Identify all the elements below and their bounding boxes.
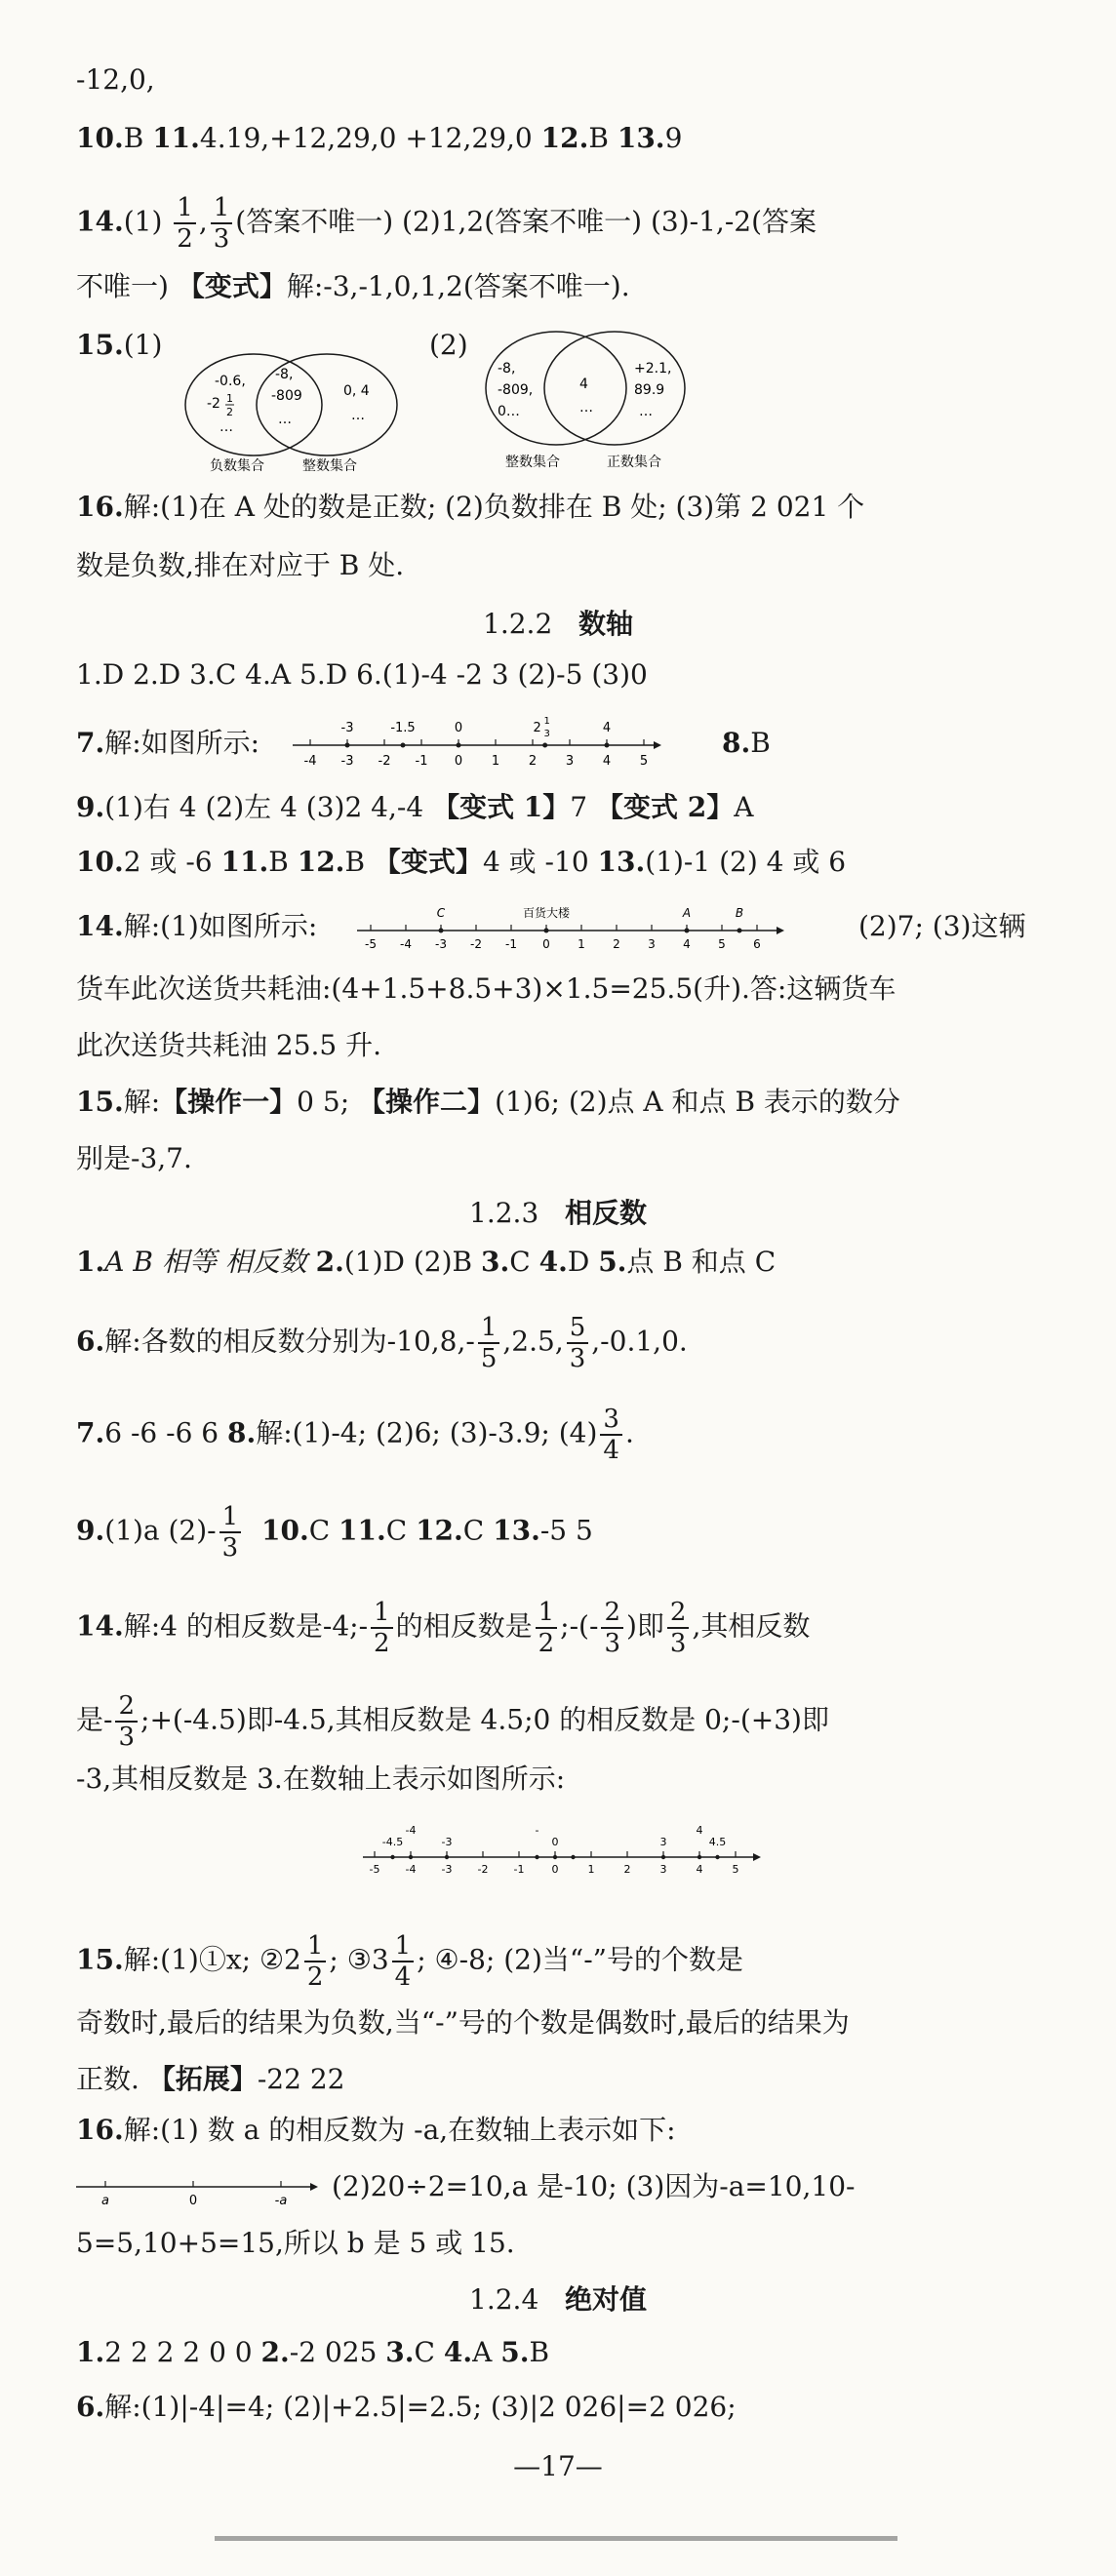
axis-tick-label: 0 — [454, 754, 463, 769]
answer-line: (2) — [429, 329, 468, 361]
answer-line: -3,其相反数是 3.在数轴上表示如图所示: — [76, 1763, 566, 1795]
axis-point-label: A — [682, 906, 692, 920]
venn-item: -8, — [275, 367, 294, 382]
axis-tick-label: -3 — [435, 937, 447, 951]
answer-line: 14.解:4 的相反数是-4;- $\frac{1}{2}$ 的相反数是 $\frac{1}{2}$ ;-(- $\frac{2}{3}$ )即 $\frac{2}{3}$ ,其相反数 — [76, 1598, 811, 1658]
answer-line: 奇数时,最后的结果为负数,当“-”号的个数是偶数时,最后的结果为 — [76, 2006, 850, 2039]
axis-point — [401, 743, 406, 748]
fraction: $\frac{5}{3}$ — [567, 1313, 589, 1373]
axis-tick-label: 2 — [623, 1863, 631, 1876]
venn-item: -809, — [498, 382, 534, 398]
axis-point-label: 3 — [543, 729, 550, 739]
axis-point — [661, 1855, 665, 1859]
axis-tick-label: 5 — [732, 1863, 739, 1876]
axis-point-label: -4 — [405, 1824, 417, 1837]
axis-point — [553, 1855, 557, 1859]
answer-line: 16.解:(1) 数 a 的相反数为 -a,在数轴上表示如下: — [76, 2114, 676, 2146]
answer-line: 16.解:(1)在 A 处的数是正数; (2)负数排在 B 处; (3)第 2 021 个 — [76, 491, 865, 523]
fraction: $\frac{2}{3}$ — [601, 1598, 623, 1658]
axis-tick-label: 0 — [188, 2194, 198, 2208]
venn-item: … — [351, 408, 365, 423]
axis-tick-label: -4 — [400, 937, 412, 951]
venn-item: 2 — [226, 406, 233, 418]
fraction: $\frac{3}{4}$ — [600, 1405, 622, 1465]
section-heading: 1.2.4 绝对值 — [469, 2283, 647, 2316]
fraction: $\frac{1}{3}$ — [219, 1502, 242, 1563]
axis-point — [737, 929, 742, 933]
axis-point-label: 2 — [533, 721, 541, 735]
answer-line: 不唯一) 【变式】解:-3,-1,0,1,2(答案不唯一). — [76, 270, 630, 302]
fraction: $\frac{1}{4}$ — [392, 1931, 415, 1992]
venn-item: 89.9 — [634, 382, 665, 398]
axis-point — [571, 1855, 575, 1859]
axis-tick-label: 5 — [718, 937, 726, 951]
answer-line: 6.解:各数的相反数分别为-10,8,- $\frac{1}{5}$ ,2.5, $\frac{5}{3}$ ,-0.1,0. — [76, 1313, 688, 1373]
fraction: $\frac{1}{2}$ — [536, 1598, 558, 1658]
axis-point — [439, 929, 444, 933]
answer-line: 9.(1)a (2)- $\frac{1}{3}$ 10.C 11.C 12.C 13.-5 5 — [76, 1502, 593, 1563]
answer-line: (2)7; (3)这辆 — [858, 910, 1026, 942]
axis-point — [715, 1855, 719, 1859]
axis-tick-label: -2 — [378, 754, 391, 769]
answer-line: 是- $\frac{2}{3}$ ;+(-4.5)即-4.5,其相反数是 4.5;0 的相反数是 0;-(+3)即 — [76, 1691, 829, 1752]
answer-line: 1.D 2.D 3.C 4.A 5.D 6.(1)-4 -2 3 (2)-5 (3)0 — [76, 658, 648, 691]
venn-item: 0… — [498, 404, 520, 419]
axis-tick-label: -a — [274, 2194, 288, 2208]
venn-item: -8, — [498, 361, 516, 376]
venn-item: -0.6, — [215, 374, 246, 389]
axis-tick-label: -4 — [405, 1863, 417, 1876]
axis-point-label: 4 — [602, 721, 612, 735]
axis-point — [445, 1855, 449, 1859]
axis-point — [698, 1855, 701, 1859]
axis-point — [345, 743, 350, 748]
answer-line: 15.(1) — [76, 329, 163, 361]
answer-line: 10.B 11.4.19,+12,29,0 +12,29,0 12.B 13.9 — [76, 122, 683, 154]
axis-point-label: 4.5 — [708, 1836, 727, 1848]
answer-line: (2)20÷2=10,a 是-10; (3)因为-a=10,10- — [332, 2170, 856, 2202]
section-heading: 1.2.2 数轴 — [483, 608, 633, 640]
axis-tick-label: -5 — [365, 937, 377, 951]
axis-tick-label: -2 — [470, 937, 482, 951]
answer-line: 15.解:【操作一】0 5; 【操作二】(1)6; (2)点 A 和点 B 表示的数分 — [76, 1086, 900, 1118]
axis-point-label: 百货大楼 — [522, 906, 571, 920]
axis-point — [605, 743, 610, 748]
fraction: $\frac{1}{2}$ — [304, 1931, 327, 1992]
answer-line: 6.解:(1)|-4|=4; (2)|+2.5|=2.5; (3)|2 026|=2 026; — [76, 2391, 737, 2423]
number-line-q14 — [357, 895, 786, 958]
axis-point — [685, 929, 690, 933]
axis-point-label: -3 — [441, 1836, 453, 1848]
axis-tick-label: -3 — [340, 754, 354, 769]
axis-tick-label: a — [101, 2194, 109, 2208]
axis-point — [390, 1855, 394, 1859]
page-number: —17— — [513, 2450, 603, 2482]
axis-tick-label: -1 — [505, 937, 517, 951]
answer-line: 1.A B 相等 相反数 2.(1)D (2)B 3.C 4.D 5.点 B 和点 C — [76, 1246, 777, 1278]
axis-tick-label: 4 — [602, 754, 612, 769]
answer-line: 10.2 或 -6 11.B 12.B 【变式】4 或 -10 13.(1)-1 (2) 4 或 6 — [76, 846, 847, 878]
venn-item: … — [579, 400, 593, 416]
venn-item: 0, 4 — [343, 383, 370, 399]
axis-tick-label: -4 — [303, 754, 317, 769]
answer-line: 14.(1) $\frac{1}{2}$ , $\frac{1}{3}$ (答案不唯一) (2)1,2(答案不唯一) (3)-1,-2(答案 — [76, 193, 817, 254]
fraction: $\frac{1}{2}$ — [174, 193, 196, 254]
axis-tick-label: 1 — [587, 1863, 595, 1876]
axis-point — [544, 929, 549, 933]
axis-tick-label: -2 — [477, 1863, 489, 1876]
venn-item: … — [219, 419, 233, 435]
answer-line: 9.(1)右 4 (2)左 4 (3)2 4,-4 【变式 1】7 【变式 2】A — [76, 791, 754, 823]
venn-caption: 整数集合 — [505, 455, 560, 470]
axis-point — [542, 743, 547, 748]
axis-point-label: C — [436, 906, 446, 920]
axis-point-label: 4 — [696, 1824, 703, 1837]
answer-line: 1.2 2 2 2 0 0 2.-2 025 3.C 4.A 5.B — [76, 2336, 550, 2368]
venn-item: -2 — [207, 396, 220, 412]
answer-line: 货车此次送货共耗油:(4+1.5+8.5+3)×1.5=25.5(升).答:这辆货车 — [76, 972, 897, 1005]
axis-tick-label: -3 — [441, 1863, 453, 1876]
axis-tick-label: 0 — [542, 937, 550, 951]
axis-tick-label: 3 — [648, 937, 656, 951]
venn-item: +2.1, — [634, 361, 672, 376]
answer-line: 7.6 -6 -6 6 8.解:(1)-4; (2)6; (3)-3.9; (4) $\frac{3}{4}$ . — [76, 1405, 634, 1465]
axis-tick-label: 5 — [639, 754, 649, 769]
fraction: $\frac{1}{2}$ — [371, 1598, 393, 1658]
axis-tick-label: 2 — [528, 754, 538, 769]
venn-item: 4 — [579, 376, 588, 392]
axis-point-label: -1.5 — [390, 721, 416, 735]
answer-line: 别是-3,7. — [76, 1142, 192, 1174]
axis-tick-label: 2 — [613, 937, 620, 951]
answer-line: 正数. 【拓展】-22 22 — [76, 2063, 345, 2095]
venn-item: -809 — [271, 388, 302, 404]
number-line-q16 — [76, 2165, 320, 2214]
venn-diagram-2 — [478, 322, 702, 478]
number-line-q7 — [293, 706, 663, 776]
axis-tick-label: 3 — [565, 754, 575, 769]
answer-line: 5=5,10+5=15,所以 b 是 5 或 15. — [76, 2227, 515, 2259]
axis-tick-label: -1 — [513, 1863, 525, 1876]
axis-point — [457, 743, 461, 748]
fraction: $\frac{2}{3}$ — [667, 1598, 690, 1658]
answer-line: -12,0, — [76, 63, 155, 96]
answer-line: 8.B — [722, 727, 771, 759]
venn-item: 1 — [226, 392, 233, 405]
axis-point-label: -3 — [340, 721, 354, 735]
venn-caption: 正数集合 — [607, 455, 661, 470]
axis-tick-label: -1 — [415, 754, 428, 769]
axis-point-label: 0 — [551, 1836, 559, 1848]
venn-item: … — [278, 412, 292, 427]
axis-tick-label: 6 — [753, 937, 761, 951]
axis-point — [535, 1855, 538, 1859]
axis-tick-label: 4 — [683, 937, 691, 951]
fraction: $\frac{1}{3}$ — [211, 193, 233, 254]
axis-point-label: 1 — [543, 716, 550, 727]
venn-caption: 负数集合 — [210, 458, 264, 474]
section-heading: 1.2.3 相反数 — [469, 1197, 647, 1229]
axis-tick-label: 1 — [578, 937, 585, 951]
answer-line: 15.解:(1)①x; ②2 $\frac{1}{2}$ ; ③3 $\frac{1}{4}$ ; ④-8; (2)当“-”号的个数是 — [76, 1931, 744, 1992]
answer-line: 数是负数,排在对应于 B 处. — [76, 549, 405, 581]
axis-tick-label: 1 — [491, 754, 500, 769]
axis-point-label: 3 — [659, 1836, 667, 1848]
number-line-opposites — [363, 1814, 763, 1892]
venn-diagram-1 — [176, 351, 439, 478]
venn-caption: 整数集合 — [302, 458, 357, 474]
axis-point-label: - — [535, 1824, 539, 1837]
axis-point — [409, 1855, 413, 1859]
axis-tick-label: -5 — [369, 1863, 380, 1876]
fraction: $\frac{2}{3}$ — [115, 1691, 138, 1752]
venn-item: … — [639, 404, 653, 419]
axis-tick-label: 0 — [551, 1863, 559, 1876]
answer-line: 14.解:(1)如图所示: — [76, 910, 318, 942]
answer-line: 此次送货共耗油 25.5 升. — [76, 1029, 382, 1061]
fraction: $\frac{1}{5}$ — [478, 1313, 500, 1373]
axis-tick-label: 3 — [659, 1863, 667, 1876]
answer-line: 7.解:如图所示: — [76, 727, 260, 759]
scan-shadow — [215, 2536, 897, 2541]
axis-point-label: -4.5 — [381, 1836, 404, 1848]
axis-point-label: 0 — [454, 721, 463, 735]
axis-point-label: B — [735, 906, 744, 920]
axis-tick-label: 4 — [696, 1863, 703, 1876]
